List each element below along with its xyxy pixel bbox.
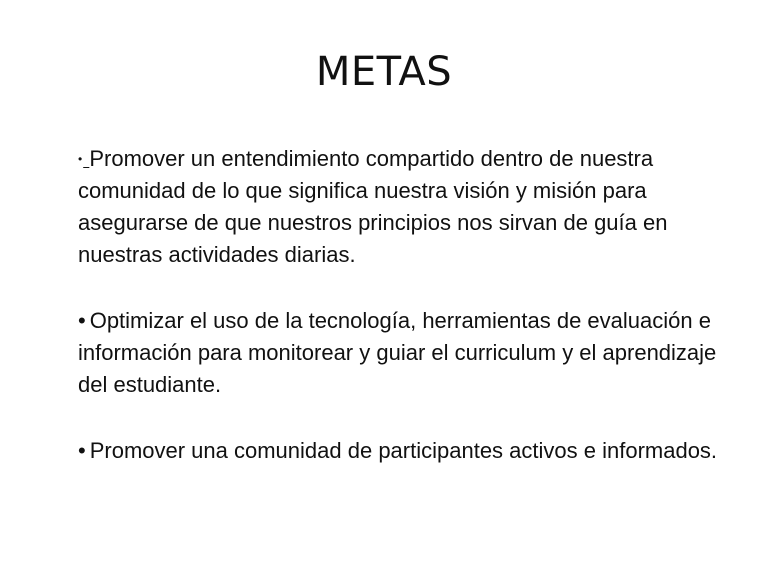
bullet-dot-icon: • — [78, 438, 86, 463]
bullet-dot-icon: • — [78, 308, 86, 333]
bullet-dot-icon: • — [78, 152, 83, 166]
slide-title: METAS — [315, 49, 453, 95]
goal-text-1: Promover un entendimiento compartido dentro de nuestra comunidad de lo que significa nuestra visión y misión para asegurarse de que nuestros principios nos sirvan de guía en nuestras actividades diarias. — [78, 146, 668, 267]
goal-text-3: Promover una comunidad de participantes activos e informados. — [89, 438, 718, 463]
goal-text-2: Optimizar el uso de la tecnología, herramientas de evaluación e información para monitorear y guiar el curriculum y el aprendizaje del estudiante. — [78, 308, 717, 397]
goal-item-2 — [78, 305, 718, 401]
goal-item-3 — [78, 435, 718, 467]
goals-list — [78, 143, 718, 467]
goal-item-1 — [78, 143, 718, 271]
